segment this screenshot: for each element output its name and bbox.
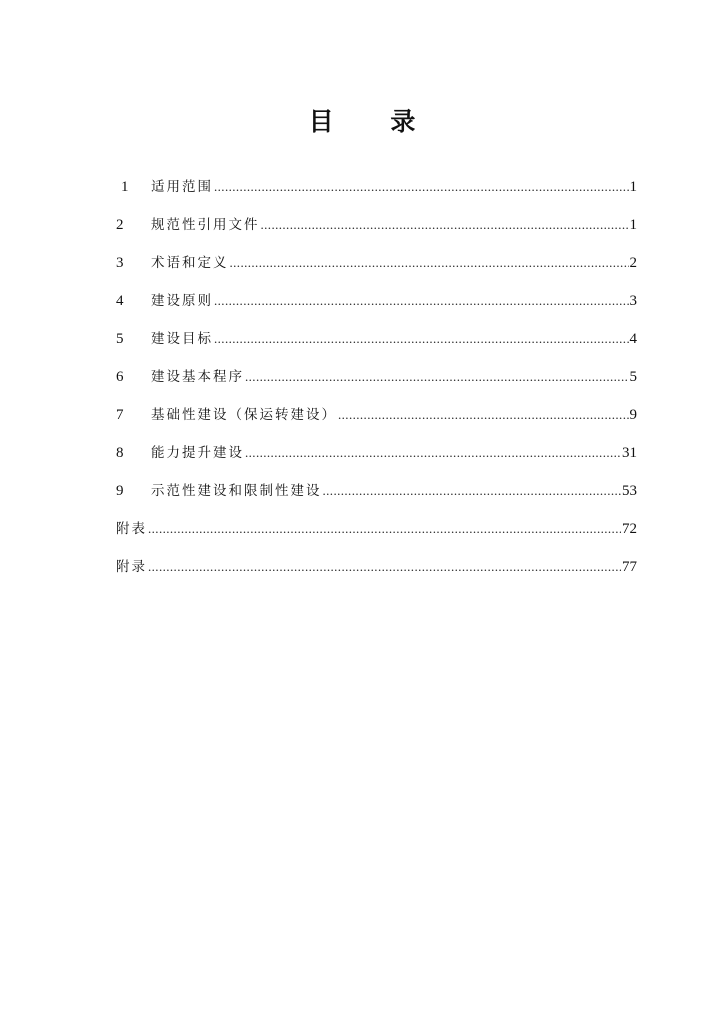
toc-entry-page: 1 [629,217,637,233]
toc-entry-title: 建设原则 [151,293,213,309]
toc-entry[interactable] [116,290,637,328]
toc-entry[interactable] [116,480,637,518]
toc-entry[interactable] [116,556,637,594]
toc-entry-page: 3 [629,293,637,309]
toc-entry-number: 8 [116,445,124,461]
toc-entry-number: 3 [116,255,124,271]
toc-dot-leader [261,214,629,236]
toc-entry-title: 建设目标 [151,331,213,347]
toc-dot-leader [214,176,629,198]
toc-entry[interactable] [116,176,637,214]
toc-entry-number: 4 [116,293,124,309]
toc-entry-number: 9 [116,483,124,499]
toc-entry[interactable] [116,214,637,252]
toc-entry-number: 6 [116,369,124,385]
toc-entry-title: 附录 [116,559,147,575]
table-of-contents [116,176,637,594]
toc-dot-leader [323,480,622,502]
toc-entry-page: 2 [629,255,637,271]
toc-dot-leader [245,442,621,464]
toc-entry-page: 77 [622,559,637,575]
toc-dot-leader [230,252,629,274]
toc-dot-leader [214,328,629,350]
toc-entry[interactable] [116,404,637,442]
toc-entry-title: 适用范围 [151,179,213,195]
toc-entry-title: 建设基本程序 [151,369,244,385]
toc-entry-title: 示范性建设和限制性建设 [151,483,322,499]
toc-entry[interactable] [116,328,637,366]
toc-entry[interactable] [116,442,637,480]
toc-entry-page: 5 [629,369,637,385]
toc-dot-leader [148,518,621,540]
toc-dot-leader [148,556,621,578]
toc-entry[interactable] [116,518,637,556]
toc-entry-number: 1 [121,179,129,195]
page-title: 目 录 [308,107,440,136]
toc-entry-page: 1 [629,179,637,195]
toc-entry-page: 4 [629,331,637,347]
toc-entry-title: 规范性引用文件 [151,217,260,233]
toc-entry-number: 5 [116,331,124,347]
toc-entry-page: 53 [622,483,637,499]
toc-entry-number: 2 [116,217,124,233]
toc-entry-page: 9 [629,407,637,423]
toc-dot-leader [338,404,629,426]
toc-entry-title: 能力提升建设 [151,445,244,461]
toc-entry-number: 7 [116,407,124,423]
toc-entry[interactable] [116,252,637,290]
toc-entry-title: 基础性建设（保运转建设） [151,407,337,423]
toc-dot-leader [214,290,629,312]
toc-entry-page: 72 [622,521,637,537]
toc-entry-title: 术语和定义 [151,255,229,271]
toc-dot-leader [245,366,629,388]
toc-entry-title: 附表 [116,521,147,537]
toc-entry-page: 31 [622,445,637,461]
toc-entry[interactable] [116,366,637,404]
